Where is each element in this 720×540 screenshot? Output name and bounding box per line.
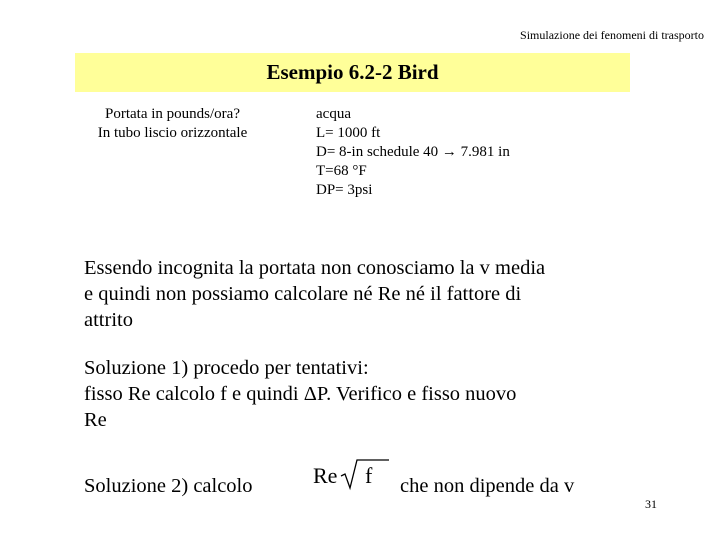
paragraph-solution-1 xyxy=(84,355,644,433)
question-line: In tubo liscio orizzontale xyxy=(97,125,248,141)
given-line: T=68 °F xyxy=(316,163,367,179)
slide-header: Simulazione dei fenomeni di trasporto xyxy=(520,28,704,42)
paragraph-line: Essendo incognita la portata non conosciamo la v media xyxy=(84,257,546,279)
given-line: acqua xyxy=(316,106,351,122)
paragraph-line: Re xyxy=(84,409,107,431)
paragraph-independent-of-v: che non dipende da v xyxy=(400,475,575,497)
formula-f: f xyxy=(365,463,373,488)
given-line: DP= 3psi xyxy=(316,182,373,198)
paragraph-line: Soluzione 1) procedo per tentativi: xyxy=(84,357,369,379)
given-line: D= 8-in schedule 40 → 7.981 in xyxy=(316,144,510,160)
slide-title: Esempio 6.2-2 Bird xyxy=(266,60,439,84)
paragraph-line: e quindi non possiamo calcolare né Re né il fattore di xyxy=(84,283,522,305)
paragraph-solution-2: Soluzione 2) calcolo xyxy=(84,475,253,497)
paragraph-unknown-flow xyxy=(84,255,644,333)
question-block xyxy=(75,105,270,143)
given-data-block xyxy=(316,105,510,200)
formula-re-sqrt-f xyxy=(309,454,391,496)
question-line: Portata in pounds/ora? xyxy=(105,106,240,122)
slide-title-band xyxy=(75,53,630,92)
page-number: 31 xyxy=(645,497,657,511)
formula-re: Re xyxy=(313,463,338,488)
paragraph-line: attrito xyxy=(84,309,133,331)
given-line: L= 1000 ft xyxy=(316,125,381,141)
paragraph-line: fisso Re calcolo f e quindi ΔP. Verifico e fisso nuovo xyxy=(84,383,517,405)
